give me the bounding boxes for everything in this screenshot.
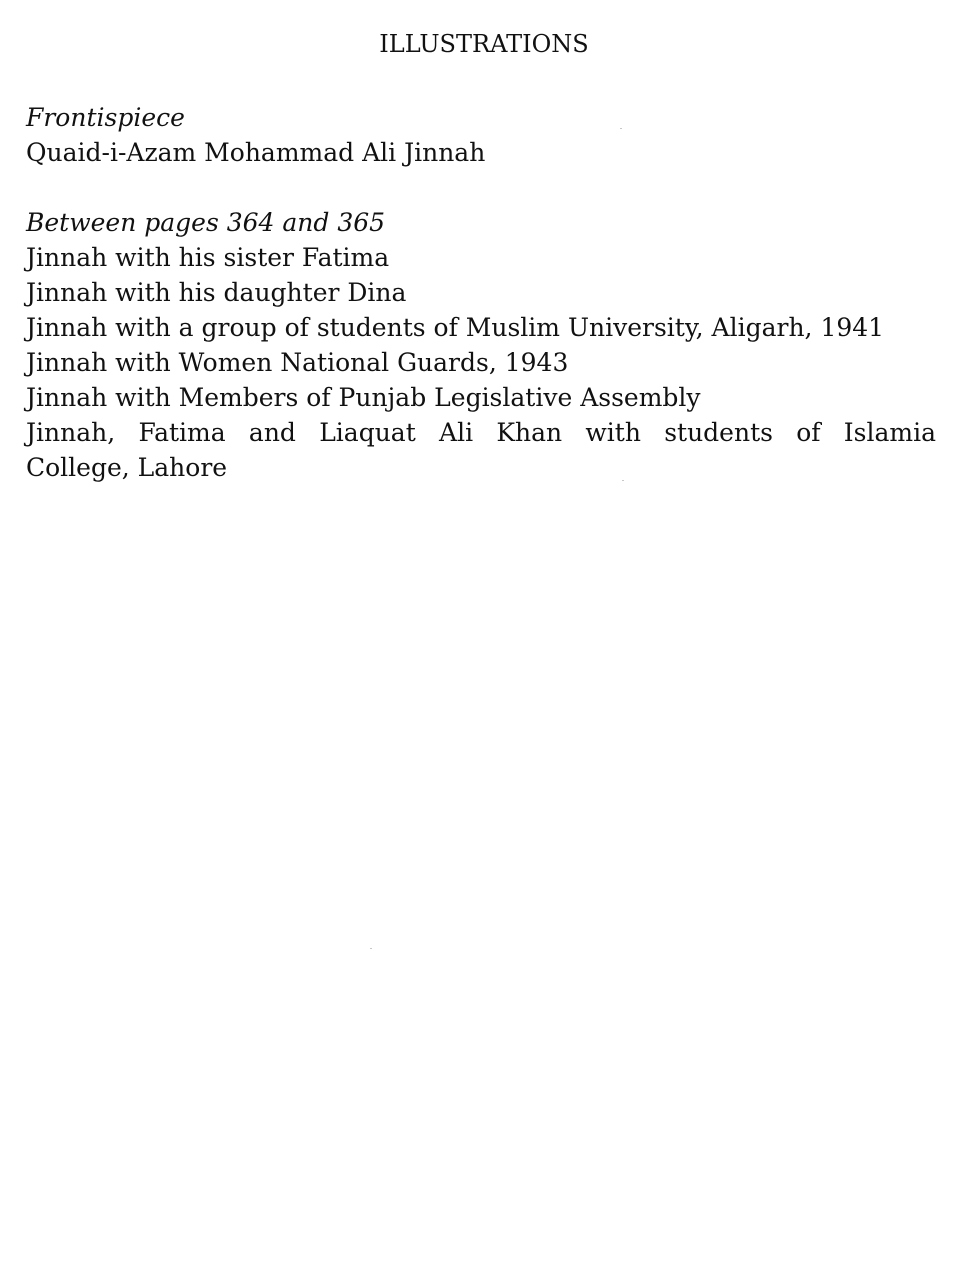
frontispiece-label: Frontispiece — [26, 103, 185, 132]
scan-speck — [370, 948, 372, 949]
illustration-entry: Jinnah with Women National Guards, 1943 — [26, 348, 569, 377]
frontispiece-entry: Quaid-i-Azam Mohammad Ali Jinnah — [26, 138, 486, 167]
plates-label: Between pages 364 and 365 — [26, 208, 386, 237]
scan-speck — [620, 128, 622, 129]
illustration-entry: Jinnah with a group of students of Muslim University, Aligarh, 1941 — [26, 313, 885, 342]
illustration-entry: Jinnah with his daughter Dina — [26, 278, 407, 307]
plates-section — [26, 205, 938, 485]
illustration-entry-multiline — [26, 415, 936, 485]
illustration-entry: Jinnah with Members of Punjab Legislative Assembly — [26, 383, 701, 412]
scan-speck — [622, 480, 624, 481]
illustration-entry: Jinnah with his sister Fatima — [26, 243, 390, 272]
frontispiece-section — [26, 100, 938, 170]
illustration-entry-line-1: Jinnah, Fatima and Liaquat Ali Khan with students of Islamia — [26, 418, 936, 447]
page-title: ILLUSTRATIONS — [379, 30, 589, 58]
illustration-entry-line-2: College, Lahore — [26, 453, 228, 482]
